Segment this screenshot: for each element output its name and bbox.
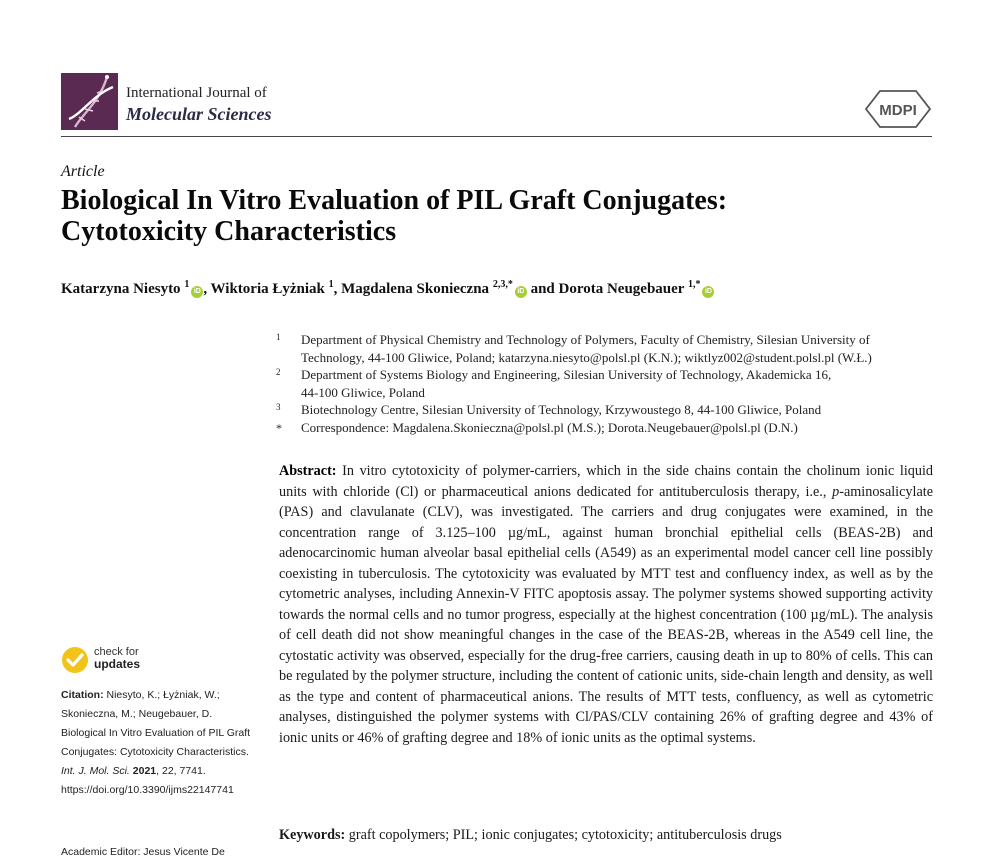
author-affil: 1 <box>328 279 334 290</box>
abstract-text: In vitro cytotoxicity of polymer-carriers, which in the side chains contain the cholinum ionic liquid units with chloride (Cl) or pharmaceutical anions dedicated for antituberculosis therapy, i.e., <box>279 463 933 500</box>
keywords-text: graft copolymers; PIL; ionic conjugates; cytotoxicity; antituberculosis drugs <box>345 827 782 843</box>
author-list <box>61 279 961 298</box>
article-title <box>61 185 931 247</box>
abstract <box>279 461 933 748</box>
author-affil: 2,3,* <box>492 279 513 290</box>
author-separator: and <box>526 281 559 297</box>
header-divider <box>61 136 932 137</box>
abstract-italic: p <box>832 483 840 500</box>
affiliation-line: Technology, 44-100 Gliwice, Poland; katarzyna.niesyto@polsl.pl (K.N.); wiktlyz002@student.polsl.pl (W.Ł.) <box>301 350 872 365</box>
affiliation-line: Correspondence: Magdalena.Skonieczna@polsl.pl (M.S.); Dorota.Neugebauer@polsl.pl (D.N.) <box>301 420 798 435</box>
keywords-label: Keywords: <box>279 827 346 843</box>
author-name: Magdalena Skonieczna <box>341 281 490 297</box>
check-updates-line2: updates <box>94 657 141 671</box>
citation-journal: Int. J. Mol. Sci. <box>61 765 130 777</box>
author-name: Dorota Neugebauer <box>558 281 685 297</box>
author[interactable] <box>61 281 203 297</box>
affiliation-number: 3 <box>276 402 281 412</box>
author-affil: 1 <box>184 279 190 290</box>
title-line-1: Biological In Vitro Evaluation of PIL Graft Conjugates: <box>61 185 728 216</box>
citation-text[interactable]: , 22, 7741. https://doi.org/10.3390/ijms22147741 <box>61 765 234 796</box>
affiliation-line: 44-100 Gliwice, Poland <box>301 385 425 400</box>
keywords <box>279 827 933 844</box>
affiliation-number: * <box>276 421 282 435</box>
affiliation-line: Department of Physical Chemistry and Technology of Polymers, Faculty of Chemistry, Silesian University of <box>301 332 870 347</box>
journal-name-line2: Molecular Sciences <box>126 104 272 124</box>
author-name: Katarzyna Niesyto <box>61 281 181 297</box>
author-separator: , <box>203 281 211 297</box>
author-separator: , <box>333 281 342 297</box>
title-line-2: Cytotoxicity Characteristics <box>61 216 397 247</box>
citation-text: Niesyto, K.; Łyżniak, W.; Skonieczna, M.; Neugebauer, D. Biological In Vitro Evaluation of PIL Graft Conjugates: Cytotoxicity Characteristics. <box>61 689 251 758</box>
mdpi-logo <box>864 89 932 134</box>
author-affil: 1,* <box>687 279 701 290</box>
abstract-label: Abstract: <box>279 463 337 479</box>
check-for-updates[interactable] <box>94 646 140 671</box>
author[interactable] <box>559 281 715 297</box>
author[interactable] <box>211 281 334 297</box>
orcid-icon[interactable]: iD <box>191 286 203 298</box>
affiliation-line: Department of Systems Biology and Engineering, Silesian University of Technology, Akademicka 16, <box>301 367 832 382</box>
citation <box>61 686 256 800</box>
publisher-name: MDPI <box>879 102 917 119</box>
affiliation-number: 1 <box>276 332 281 342</box>
citation-label: Citation: <box>61 689 104 701</box>
check-updates-line1: check for <box>94 646 139 658</box>
abstract-text: -aminosalicylate (PAS) and clavulanate (CLV), was investigated. The carriers and drug conjugates were examined, in the concentration range of 3.125–100 µg/mL, against human bronchial epithelial cells (BEAS-2B) and adenocarcinomic human alveolar basal epithelial cells (A549) as an experimental model cancer cell line possibly coexisting in tuberculosis. The cytotoxicity was evaluated by MTT test and confluency index, as well as by the cytometric analyses, including Annexin-V FITC apoptosis assay. The polymer systems showed supporting activity towards the normal cells and no tumor progress, especially at the highest concentration (100 µg/mL). The analysis of cell death did not show meaningful changes in the case of the BEAS-2B, whereas in the A549 cell line, the cytostatic activity was observed, especially for the drug-free carriers, causing death in up to 80% of cells. This can be regulated by the polymer structure, including the content of cationic units, side-chain length and density, as well as the type and content of pharmaceutical anions. The results of MTT tests, confluency, as well as cytometric analyses, distinguished the polymer systems with Cl/PAS/CLV containing 26% of grafting degree and 43% of ionic units or 46% of grafting degree and 18% of ionic units as the optimal systems. <box>279 483 933 746</box>
check-for-updates-icon[interactable] <box>61 646 89 674</box>
citation-year: 2021 <box>129 765 157 777</box>
affiliation-number: 2 <box>276 367 281 377</box>
journal-logo <box>61 73 118 130</box>
orcid-icon[interactable]: iD <box>702 286 714 298</box>
author-name: Wiktoria Łyżniak <box>210 281 325 297</box>
journal-name-line1: International Journal of <box>126 85 267 101</box>
dna-helix-icon <box>61 73 118 130</box>
article-type: Article <box>61 163 105 180</box>
orcid-icon[interactable]: iD <box>515 286 527 298</box>
author[interactable] <box>341 281 527 297</box>
affiliation-line: Biotechnology Centre, Silesian University of Technology, Krzywoustego 8, 44-100 Gliwice, Poland <box>301 402 822 417</box>
academic-editor: Academic Editor: Jesus Vicente De <box>61 846 225 858</box>
